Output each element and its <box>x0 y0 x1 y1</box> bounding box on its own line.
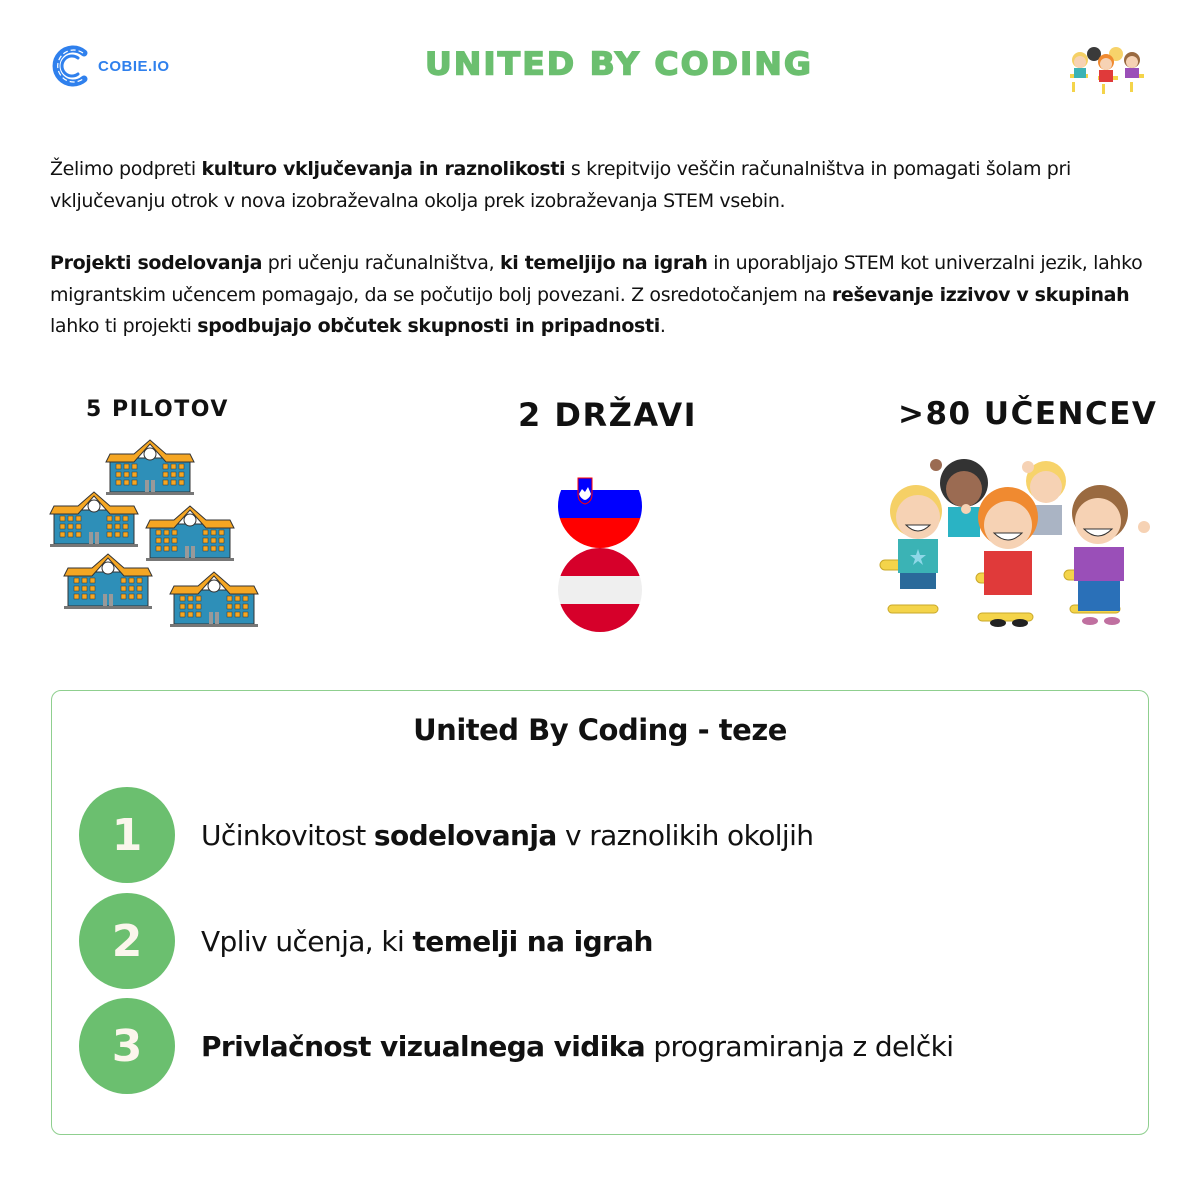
thesis-text <box>201 819 813 852</box>
intro-paragraph-2 <box>50 248 1160 343</box>
bold-text: kulturo vključevanja in raznolikosti <box>201 158 566 180</box>
text: Vpliv učenja, ki <box>201 924 413 958</box>
thesis-text <box>201 925 653 958</box>
text: Učinkovitost <box>201 818 374 852</box>
kids-small-illustration <box>1066 40 1150 98</box>
children-illustration <box>878 455 1150 639</box>
thesis-item <box>79 998 953 1094</box>
stat-students-label: >80 UČENCEV <box>898 396 1158 432</box>
bold-text: Projekti sodelovanja <box>50 252 263 274</box>
number-badge: 1 <box>79 787 175 883</box>
theses-card <box>51 690 1149 1135</box>
stat-pilots-label: 5 PILOTOV <box>86 397 229 422</box>
thesis-text <box>201 1030 953 1063</box>
text: . <box>659 315 666 337</box>
austria-flag-icon <box>556 548 646 634</box>
slovenia-flag-icon <box>556 462 646 550</box>
stat-countries-label: 2 DRŽAVI <box>518 396 698 434</box>
bold-text: sodelovanja <box>373 818 557 852</box>
page-title-text: UNITED BY CODING <box>424 44 813 83</box>
text: lahko ti projekti <box>50 315 198 337</box>
logo-text: COBIE.IO <box>98 57 170 75</box>
text: s krepitvijo veščin računalništva in pomagati šolam pri vključevanju otrok v nova izobraževalna okolja prek izobraževanja STEM vsebin. <box>50 158 1071 212</box>
text: v raznolikih okoljih <box>556 818 814 852</box>
bold-text: spodbujajo občutek skupnosti in pripadnosti <box>197 315 660 337</box>
bold-text: Privlačnost vizualnega vidika <box>201 1029 646 1063</box>
thesis-item <box>79 787 813 883</box>
page-title <box>0 45 1200 82</box>
bold-text: ki temeljijo na igrah <box>499 252 708 274</box>
number-badge: 2 <box>79 893 175 989</box>
theses-title: United By Coding - teze <box>413 713 787 747</box>
intro-paragraph-1 <box>50 154 1160 217</box>
text: in uporabljajo STEM kot univerzalni jezik, lahko migrantskim učencem pomagajo, da se počutijo bolj povezani. Z osredotočanjem na <box>50 252 1143 306</box>
text: pri učenju računalništva, <box>262 252 500 274</box>
thesis-item <box>79 893 653 989</box>
bold-text: temelji na igrah <box>412 924 653 958</box>
text: Želimo podpreti <box>50 158 202 180</box>
bold-text: reševanje izzivov v skupinah <box>831 283 1130 306</box>
number-badge: 3 <box>79 998 175 1094</box>
country-flags-icon <box>556 462 646 641</box>
school-buildings-icon <box>48 436 263 635</box>
text: programiranja z delčki <box>645 1029 954 1063</box>
